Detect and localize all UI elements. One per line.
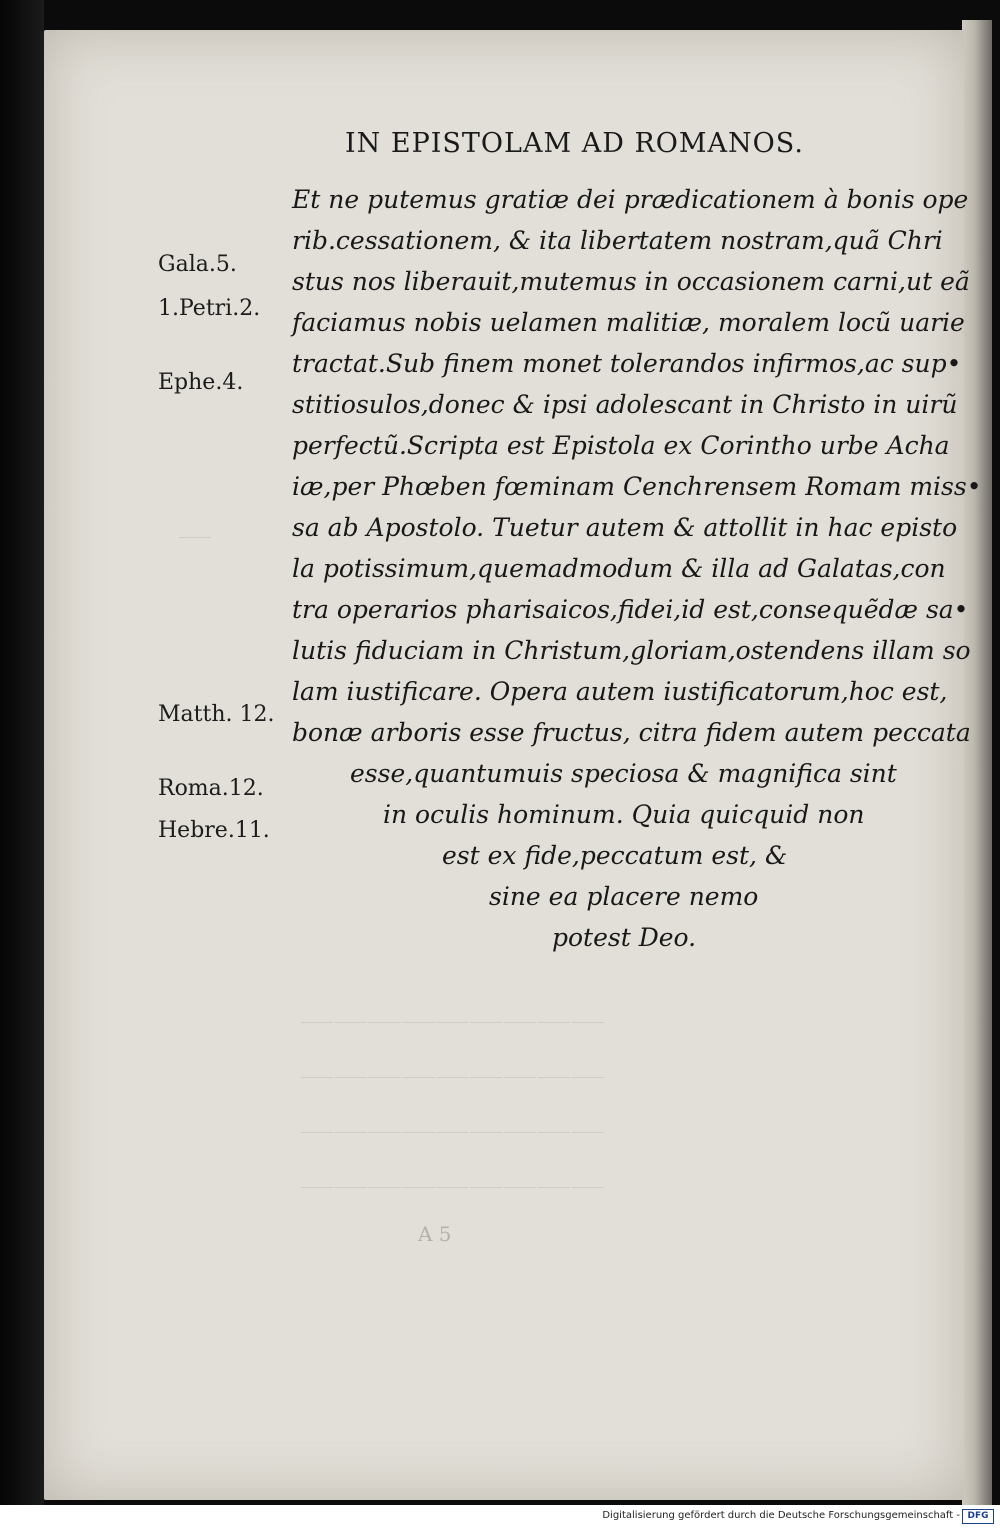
- show-through-mark: ⸺: [178, 524, 212, 548]
- text-line: esse,quantumuis speciosa & magnifica sint: [350, 759, 897, 788]
- margin-reference: Hebre.11.: [158, 818, 270, 843]
- text-line: la potissimum,quemadmodum & illa ad Galatas,con: [292, 554, 946, 583]
- footer-credit: Digitalisierung gefördert durch die Deutsche Forschungsgemeinschaft -: [602, 1510, 960, 1521]
- text-line: lutis fiduciam in Christum,gloriam,ostendens illam so: [292, 636, 971, 665]
- show-through-mark: ⸺⸺⸺⸺⸺⸺⸺⸺⸺: [300, 1064, 605, 1088]
- page-edge: [962, 20, 992, 1505]
- margin-reference: Roma.12.: [158, 776, 264, 801]
- show-through-mark: ⸺⸺⸺⸺⸺⸺⸺⸺⸺: [300, 1119, 605, 1143]
- margin-reference: Gala.5.: [158, 252, 237, 277]
- text-line: faciamus nobis uelamen malitiæ, moralem locũ uarie: [292, 308, 965, 337]
- text-line: lam iustificare. Opera autem iustificatorum,hoc est,: [292, 677, 948, 706]
- show-through-mark: ⸺⸺⸺⸺⸺⸺⸺⸺⸺: [300, 1009, 605, 1033]
- text-line: in oculis hominum. Quia quicquid non: [383, 800, 865, 829]
- text-line: rib.cessationem, & ita libertatem nostram,quã Chri: [292, 226, 943, 255]
- text-line: stitiosulos,donec & ipsi adolescant in Christo in uirũ: [292, 390, 958, 419]
- text-line: tractat.Sub finem monet tolerandos infirmos,ac sup•: [292, 349, 962, 378]
- text-line: bonæ arboris esse fructus, citra fidem autem peccata: [292, 718, 971, 747]
- text-line: sa ab Apostolo. Tuetur autem & attollit in hac episto: [292, 513, 958, 542]
- text-line: tra operarios pharisaicos,fidei,id est,consequẽdæ sa•: [292, 595, 969, 624]
- text-line: sine ea placere nemo: [489, 882, 759, 911]
- text-line: stus nos liberauit,mutemus in occasionem carni,ut eã: [292, 267, 970, 296]
- scan-left-border: [0, 0, 44, 1529]
- text-line: potest Deo.: [552, 923, 697, 952]
- show-through-mark: ⸺⸺⸺⸺⸺⸺⸺⸺⸺: [300, 1174, 605, 1198]
- margin-reference: 1.Petri.2.: [158, 296, 261, 321]
- dfg-logo: DFG: [962, 1509, 994, 1524]
- text-line: est ex fide,peccatum est, &: [442, 841, 788, 870]
- margin-reference: Ephe.4.: [158, 370, 244, 395]
- text-line: perfectũ.Scripta est Epistola ex Corintho urbe Acha: [292, 431, 950, 460]
- signature-mark: A 5: [418, 1222, 452, 1246]
- text-line: Et ne putemus gratiæ dei prædicationem à bonis ope: [292, 185, 969, 214]
- text-line: iæ,per Phœben fœminam Cenchrensem Romam miss•: [292, 472, 982, 501]
- running-header: IN EPISTOLAM AD ROMANOS.: [345, 128, 804, 159]
- margin-reference: Matth. 12.: [158, 702, 275, 727]
